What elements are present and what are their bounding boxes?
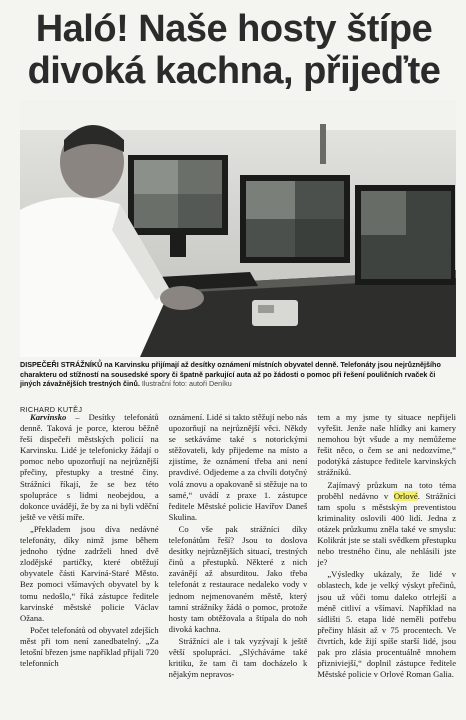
paragraph-text: – Desítky telefonátů denně. Taková je porce, kterou běžně řeší dispečeři městských policií na Karvinsku. Lidé je telefonicky žádají o pomoc nebo upozorňují na nejrůznější přečiny, přestupky a trestné činy. Strážníci říkají, že se bez této spolupráce s lidmi neobejdou, a dokonce uvádějí, že by za ni byli vděční ještě ve větší míře. — [20, 412, 159, 522]
paragraph-text: Zajímavý průzkum na toto téma proběhl nedávno v — [317, 479, 457, 501]
article-column-1 — [20, 412, 159, 718]
headline: Haló! Naše hosty štípe divoká kachna, přijeďte — [27, 8, 441, 92]
photo-caption — [20, 360, 456, 389]
author-byline: RICHARD KUTĚJ — [20, 405, 83, 414]
article-paragraph: „Výsledky ukázaly, že lidé v oblastech, kde je velký výskyt přečinů, jsou už vůči tomu daleko otrlejší a méně citliví a všímaví. Například na sídlišti 5. etapa lidé neměli potřebu přečiny hlásit až v 75 procentech. Ve čtvrtích, kde žijí spíše starší lidé, jsou pak pro zlásia procentuálně mnohem přizniviejší,“ doplnil zástupce ředitele Městské policie v Orlové Roman Galia. — [317, 569, 457, 680]
article-paragraph — [317, 480, 456, 569]
caption-lead: DISPEČEŘI STRÁŽNÍKŮ — [20, 360, 103, 369]
article-paragraph: Strážníci ale i tak vyzývají k ještě větší spolupráci. „Slýcháváme také kritiku, že tam či tam docházelo k nějakým nepravos- — [168, 635, 308, 680]
photo-credit: Ilustrační foto: autoři Deníku — [139, 379, 232, 389]
highlighted-word: Orlové — [393, 490, 418, 501]
article-paragraph — [20, 412, 159, 523]
caption-text: na Karvinsku přijímají až desítky oznámení místních obyvatel denně. Telefonáty jsou nejrůznějšího charakteru od stížností na sousedské spory či špatně parkující auta až po žádosti o pomoc při řešení pouličních rvaček či jiných závažnějších trestných činů. — [20, 360, 441, 389]
article-paragraph: Počet telefonátů od obyvatel zdejších měst při tom není zanedbatelný. „Za letošní březen jsme například přijali 720 telefonních — [20, 624, 159, 669]
article-paragraph: Co vše pak strážníci díky telefonátům řeší? Jsou to doslova desítky nejrůznějších situací, trestných činů a přestupků. Některé z nich zavánějí až absurditou. Jako třeba telefonát z restaurace nedaleko vody v jednom nejmenovaném městě, který tamní strážníky žádá o pomoc, protože hosty tam obtěžovala a štípala do noh divoká kachna. — [168, 523, 308, 634]
paragraph-text: . Strážníci tam spolu s městským preventistou kriminality oslovili 400 lidí. Jedna z otázek průzkumu zněla také ve smyslu: Kolikrát jste se stali svědkem přestupku nebo trestného činu, ale nehlásili jste je? — [317, 490, 457, 568]
article-body — [20, 412, 456, 718]
article-paragraph: „Překladem jsou díva nedávné telefonáty, díky nimž jsme během jednoho týdne zadrželi hned dvě zlodějské partičky, které obtěžují obyvatele části Karviná-Staré Město. Bez pomoci všímavých obyvatel by k tomu nedošlo,“ říká zástupce ředitele karvinské městské policie Václav Ožana. — [20, 523, 159, 623]
dateline-place: Karvinsko — [30, 412, 67, 422]
article-paragraph: tem a my jsme ty situace nepřijeli vyřešit. Jenže naše hlídky ani kamery nemohou být všude a my nemůžeme řešit něco, o čem se ani nedozvíme,“ podotýká zástupce ředitele karvinských strážníků. — [317, 412, 457, 478]
article-photo — [20, 100, 456, 357]
article-column-2 — [169, 412, 308, 718]
article-column-3 — [317, 412, 456, 718]
article-paragraph: oznámení. Lidé si takto stěžují nebo nás upozorňují na nejrůznější věci. Někdy se setkáváme také s notorickými stěžovateli, kdy přijedeme na místo a zjistíme, že oznámení třeba ani není pravdivé. Odjedeme a za chvíli dotyčný volá znovu a opakovaně si stěžuje na to samé,“ uvádí z praxe 1. zástupce ředitele Městské policie Havířov Daneš Skulina. — [168, 412, 308, 522]
